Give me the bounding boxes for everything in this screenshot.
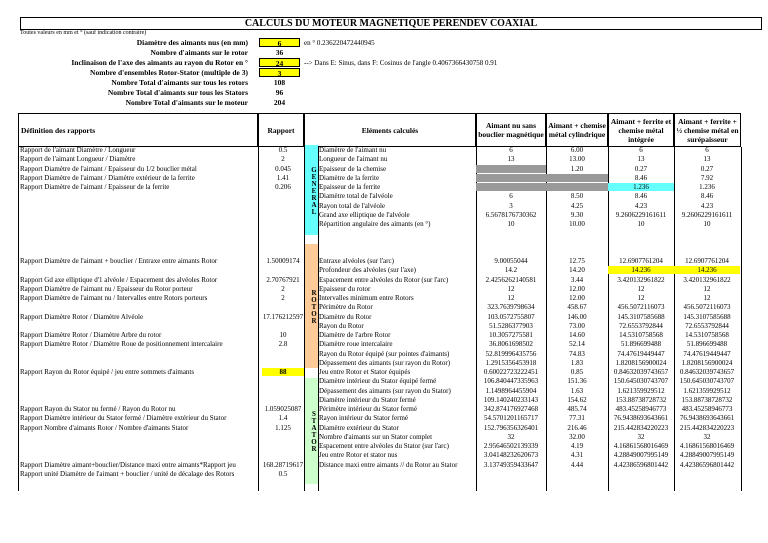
ratio-definition: Rapport Diamètre intérieur du Stator fermé / Diamètre extérieur du Stator xyxy=(20,414,227,422)
element-value-col1: 3.04148232620673 xyxy=(483,451,539,459)
input-label: Nombre d'ensembles Rotor-Stator (multiple de 3) xyxy=(90,68,248,77)
element-value-col4: 0.27 xyxy=(700,165,714,173)
input-label: Diamètre des aimants nus (en mm) xyxy=(136,38,248,47)
input-value: 36 xyxy=(275,48,284,57)
element-value-col4: 32 xyxy=(703,433,711,441)
element-value-col3: 150.645030743707 xyxy=(613,377,669,385)
ratio-definition: Rapport Diamètre Rotor / Diamètre Roue de positionnement intercalaire xyxy=(20,340,223,348)
table-row xyxy=(0,442,768,450)
element-value-col2: 12.75 xyxy=(569,257,585,265)
element-value-col2 xyxy=(546,183,608,191)
element-value-col1: 6 xyxy=(509,192,513,200)
input-label: Inclinaison de l'axe des aimants au rayon du Rotor en ° xyxy=(71,58,248,67)
table-row xyxy=(0,266,768,274)
element-value-col3: 483.45258946773 xyxy=(615,405,667,413)
element-value-col2: 0.85 xyxy=(570,368,584,376)
element-value-col4: 215.442834220223 xyxy=(679,424,735,432)
table-row xyxy=(0,359,768,367)
ratio-definition: Rapport de l'aimant Longueur / Diamètre xyxy=(20,155,136,163)
element-value-col2: 74.83 xyxy=(569,350,585,358)
table-row xyxy=(0,146,768,154)
element-value-col1: 152.796356326401 xyxy=(483,424,539,432)
element-value-col2: 4.31 xyxy=(570,451,584,459)
table-row xyxy=(0,350,768,358)
ratio-definition: Rapport Diamètre de l'aimant + bouclier / Entraxe entre aimants Rotor xyxy=(20,257,218,265)
table-row xyxy=(0,461,768,469)
element-value-col3: 12 xyxy=(637,294,645,302)
element-value-col3: 74.47619449447 xyxy=(617,350,665,358)
element-value-col4: 1.621359929512 xyxy=(683,387,731,395)
element-value-col4: 153.88738728732 xyxy=(681,396,733,404)
element-value-col2: 9.30 xyxy=(570,211,584,219)
ratio-definition: Rapport Diamètre de l'aimant / Epaisseur de la ferrite xyxy=(20,183,170,191)
element-value-col2: 458.67 xyxy=(567,303,587,311)
input-extra-info: en ° 0.236220472440945 xyxy=(304,39,375,47)
table-row xyxy=(0,174,768,182)
element-value-col4: 76.9438693643661 xyxy=(679,414,735,422)
element-value-col2: 14.20 xyxy=(569,266,585,274)
ratio-definition: Rapport Diamètre de l'aimant nu / Epaisseur du Rotor porteur xyxy=(20,285,193,293)
element-label: Espacement entre alvéoles du Rotor (sur l'arc) xyxy=(319,276,449,284)
element-value-col3: 9.2606229161611 xyxy=(615,211,667,219)
element-value-col4: 145.3107585688 xyxy=(683,313,731,321)
element-value-col2: 146.00 xyxy=(567,313,587,321)
element-value-col3: 14.236 xyxy=(608,266,674,274)
element-value-col2: 73.00 xyxy=(569,322,585,330)
page-title: CALCULS DU MOTEUR MAGNETIQUE PERENDEV COAXIAL xyxy=(20,17,762,30)
element-label: Espacement entre alvéoles du Stator (sur l'arc) xyxy=(319,442,449,450)
element-value-col1: 106.840447335963 xyxy=(483,377,539,385)
table-row xyxy=(0,387,768,395)
table-row xyxy=(0,424,768,432)
input-extra-info: --> Dans E: Sinus, dans F: Cosinus de l'angle 0.4067366430758 0.91 xyxy=(304,59,498,67)
element-value-col4: 7.92 xyxy=(700,174,714,182)
element-value-col1: 103.0572755807 xyxy=(487,313,535,321)
section-general-label: GENERAL xyxy=(310,165,318,215)
ratio-value: 2.70767921 xyxy=(266,276,300,284)
element-value-col2: 8.50 xyxy=(570,192,584,200)
element-value-col1: 323.7639798634 xyxy=(487,303,535,311)
table-row xyxy=(0,313,768,321)
table-row xyxy=(0,155,768,163)
table-row xyxy=(0,303,768,311)
element-value-col3: 13 xyxy=(637,155,645,163)
element-value-col3: 8.46 xyxy=(634,174,648,182)
element-value-col2: 154.62 xyxy=(567,396,587,404)
element-label: Grand axe elliptique de l'alvéole xyxy=(319,211,410,219)
element-value-col1: 52.819996435756 xyxy=(485,350,537,358)
element-label: Diamètre intérieur du Stator fermé xyxy=(319,396,416,404)
table-row xyxy=(0,322,768,330)
element-label: Périmètre du Rotor xyxy=(319,303,373,311)
element-value-col4: 4.42386596801442 xyxy=(679,461,735,469)
element-value-col4: 150.645030743707 xyxy=(679,377,735,385)
element-value-col3: 12 xyxy=(637,285,645,293)
header-definition: Définition des rapports xyxy=(18,113,258,147)
table-row xyxy=(0,165,768,173)
element-value-col2: 485.74 xyxy=(567,405,587,413)
input-label: Nombre d'aimants sur le rotor xyxy=(150,48,248,57)
element-label: Dépassement des aimants (sur rayon du Stator) xyxy=(319,387,451,395)
element-value-col3: 0.84632039743657 xyxy=(613,368,669,376)
element-value-col2: 1.63 xyxy=(570,387,584,395)
element-value-col4: 456.5072116073 xyxy=(683,303,731,311)
element-value-col2: 4.25 xyxy=(570,202,584,210)
element-value-col3: 145.3107585688 xyxy=(617,313,665,321)
element-label: Longueur de l'aimant nu xyxy=(319,155,388,163)
element-label: Rayon total de l'alvéole xyxy=(319,202,385,210)
element-value-col4: 51.896699488 xyxy=(686,340,728,348)
element-value-col3: 51.896699488 xyxy=(620,340,662,348)
element-value-col1: 6.5678176730362 xyxy=(485,211,537,219)
header-rapport: Rapport xyxy=(258,113,304,147)
element-value-col1 xyxy=(476,165,546,173)
element-value-col2: 3.44 xyxy=(570,276,584,284)
element-value-col1: 1.2915356453918 xyxy=(485,359,537,367)
table-row xyxy=(0,331,768,339)
element-value-col2: 32.00 xyxy=(569,433,585,441)
element-value-col3: 215.442834220223 xyxy=(613,424,669,432)
ratio-definition: Rapport Rayon du Rotor équipé / jeu entre sommets d'aimants xyxy=(20,368,195,376)
table-row xyxy=(0,405,768,413)
element-label: Diamètre de l'aimant nu xyxy=(319,146,387,154)
input-value: 108 xyxy=(273,78,286,87)
element-label: Epaisseur du rotor xyxy=(319,285,371,293)
element-value-col3: 6 xyxy=(639,146,643,154)
element-value-col1: 14.2 xyxy=(504,266,518,274)
ratio-definition: Rapport Diamètre aimant+bouclier/Distance maxi entre aimants*Rapport jeu xyxy=(20,461,236,469)
element-value-col1: 32 xyxy=(507,433,515,441)
element-value-col2: 52.14 xyxy=(569,340,585,348)
element-label: Rayon du Rotor équipé (sur pointes d'aimants) xyxy=(319,350,450,358)
element-label: Jeu entre Rotor et Stator équipés xyxy=(319,368,411,376)
element-value-col2: 216.46 xyxy=(567,424,587,432)
element-value-col1: 10 xyxy=(507,220,515,228)
element-value-col3: 8.46 xyxy=(634,192,648,200)
table-row xyxy=(0,396,768,404)
element-value-col4: 12.6907761204 xyxy=(685,257,729,265)
element-value-col2: 12.00 xyxy=(569,285,585,293)
element-value-col4: 3.420132961822 xyxy=(683,276,731,284)
element-value-col4: 1.236 xyxy=(699,183,715,191)
element-value-col4: 483.45258946773 xyxy=(681,405,733,413)
element-value-col3: 1.621359929512 xyxy=(617,387,665,395)
element-value-col4: 10 xyxy=(703,220,711,228)
input-value: 96 xyxy=(275,88,284,97)
table-row xyxy=(0,377,768,385)
ratio-definition: Rapport Gd axe elliptique d'1 alvéole / Espacement des alvéoles Rotor xyxy=(20,276,218,284)
ratio-value: 0.5 xyxy=(278,470,288,478)
element-value-col3: 0.27 xyxy=(634,165,648,173)
input-value-field[interactable]: 6 xyxy=(259,38,300,47)
element-value-col3: 76.9438693643661 xyxy=(613,414,669,422)
section-rotor-label: ROTOR xyxy=(310,288,318,324)
element-label: Distance maxi entre aimants // du Rotor au Stator xyxy=(319,461,458,469)
table-row xyxy=(0,257,768,265)
element-value-col3: 1.236 xyxy=(608,183,674,191)
ratio-value: 1.41 xyxy=(276,174,290,182)
element-value-col3: 72.6553792844 xyxy=(619,322,663,330)
table-row xyxy=(0,414,768,422)
element-value-col4: 12 xyxy=(703,294,711,302)
table-row xyxy=(0,470,768,478)
element-label: Diamètre extérieur du Stator xyxy=(319,424,399,432)
input-value: 204 xyxy=(273,98,286,107)
table-row xyxy=(0,220,768,228)
element-label: Dépassement des aimants (sur rayon du Rotor) xyxy=(319,359,451,367)
ratio-value: 10 xyxy=(279,331,287,339)
element-value-col2: 151.36 xyxy=(567,377,587,385)
element-value-col3: 153.88738728732 xyxy=(615,396,667,404)
element-label: Diamètre de la ferrite xyxy=(319,174,380,182)
element-label: Profondeur des alvéoles (sur l'axe) xyxy=(319,266,416,274)
ratio-value: 1.4 xyxy=(278,414,288,422)
ratio-value: 0.5 xyxy=(278,146,288,154)
table-row xyxy=(0,433,768,441)
table-row xyxy=(0,239,768,247)
table-row xyxy=(0,285,768,293)
element-value-col3: 4.28849007995149 xyxy=(613,451,669,459)
element-value-col4: 6 xyxy=(705,146,709,154)
element-value-col1: 3 xyxy=(509,202,513,210)
element-value-col1: 9.00055044 xyxy=(494,257,528,265)
element-value-col4: 12 xyxy=(703,285,711,293)
element-value-col4: 72.6553792844 xyxy=(685,322,729,330)
element-value-col4: 4.16861568016469 xyxy=(679,442,735,450)
table-row xyxy=(0,211,768,219)
element-value-col2: 13.00 xyxy=(569,155,585,163)
ratio-value: 2 xyxy=(281,285,285,293)
header-col-aimant-nu: Aimant nu sans bouclier magnétique xyxy=(476,113,546,147)
element-value-col2: 4.44 xyxy=(570,461,584,469)
element-value-col4: 4.28849007995149 xyxy=(679,451,735,459)
input-label: Nombre Total d'aimants sur tous les rotors xyxy=(111,78,248,87)
element-label: Rayon intérieur du Stator fermé xyxy=(319,414,409,422)
ratio-definition: Rapport Diamètre de l'aimant nu / Intervalles entre Rotors porteurs xyxy=(20,294,208,302)
element-value-col1: 3.13749359433647 xyxy=(483,461,539,469)
table-row xyxy=(0,451,768,459)
header-col-ferrite-surepaisseur: Aimant + ferrite + ½ chemise métal en surépaisseur xyxy=(674,113,741,147)
element-value-col1: 13 xyxy=(507,155,515,163)
input-value-field[interactable]: 24 xyxy=(259,58,300,67)
element-label: Entraxe alvéoles (sur l'arc) xyxy=(319,257,394,265)
header-elements: Eléments calculés xyxy=(304,113,476,147)
element-value-col2: 6.00 xyxy=(570,146,584,154)
table-row xyxy=(0,248,768,256)
element-label: Périmètre intérieur du Stator fermé xyxy=(319,405,417,413)
element-value-col3: 4.42386596801442 xyxy=(613,461,669,469)
element-value-col4: 74.47619449447 xyxy=(683,350,731,358)
table-row xyxy=(0,202,768,210)
element-value-col4: 9.2606229161611 xyxy=(681,211,733,219)
element-value-col1: 36.8061698502 xyxy=(489,340,533,348)
element-value-col2: 77.31 xyxy=(569,414,585,422)
table-row xyxy=(0,276,768,284)
element-value-col3: 456.5072116073 xyxy=(617,303,665,311)
input-value-field[interactable]: 3 xyxy=(259,68,300,77)
table-row xyxy=(0,229,768,237)
ratio-value: 0.045 xyxy=(275,165,291,173)
element-label: Diamètre du Rotor xyxy=(319,313,372,321)
ratio-definition: Rapport unité Diamètre de l'aimant + bouclier / unité de décalage des Rotors xyxy=(20,470,235,478)
ratio-definition: Rapport Rayon du Stator nu fermé / Rayon du Rotor nu xyxy=(20,405,176,413)
ratio-definition: Rapport Diamètre Rotor / Diamètre Alvéole xyxy=(20,313,144,321)
ratio-definition: Rapport Diamètre de l'aimant / Epaisseur du 1/2 bouclier métal xyxy=(20,165,197,173)
ratio-value: 0.206 xyxy=(275,183,291,191)
element-value-col2: 12.00 xyxy=(569,294,585,302)
element-value-col1: 0.60022723222451 xyxy=(483,368,539,376)
element-value-col4: 13 xyxy=(703,155,711,163)
ratio-value: 2 xyxy=(281,155,285,163)
element-value-col1: 342.874176927468 xyxy=(483,405,539,413)
element-value-col4: 1.8208156900024 xyxy=(681,359,733,367)
ratio-definition: Rapport de l'aimant Diamètre / Longueur xyxy=(20,146,136,154)
element-value-col3: 3.420132961822 xyxy=(617,276,665,284)
ratio-value: 1.50009174 xyxy=(266,257,300,265)
element-value-col1: 54.5701201165717 xyxy=(484,414,538,422)
element-value-col2: 14.60 xyxy=(569,331,585,339)
element-value-col1: 109.140240233143 xyxy=(483,396,539,404)
ratio-value: 1.059025087 xyxy=(264,405,302,413)
element-value-col1: 12 xyxy=(507,294,515,302)
element-value-col1: 51.5286377903 xyxy=(489,322,533,330)
ratio-definition: Rapport Diamètre Rotor / Diamètre Arbre du rotor xyxy=(20,331,162,339)
element-value-col2: 1.83 xyxy=(570,359,584,367)
element-value-col3: 10 xyxy=(637,220,645,228)
element-label: Diamètre roue intercalaire xyxy=(319,340,393,348)
table-row xyxy=(0,192,768,200)
ratio-definition: Rapport Diamètre de l'aimant / Diamètre extérieur de la ferrite xyxy=(20,174,195,182)
table-row xyxy=(0,183,768,191)
ratio-value: 1.125 xyxy=(275,424,291,432)
element-value-col3: 4.16861568016469 xyxy=(613,442,669,450)
table-row xyxy=(0,340,768,348)
element-value-col2: 10.00 xyxy=(569,220,585,228)
element-value-col1: 1.1498964455904 xyxy=(485,387,537,395)
element-value-col4: 8.46 xyxy=(700,192,714,200)
units-note: Toutes valeurs en mm et ° (sauf indication contraire) xyxy=(20,30,147,36)
element-value-col4: 14.5310758568 xyxy=(685,331,729,339)
element-value-col1: 10.3057275581 xyxy=(489,331,533,339)
section-stator-label: STATOR xyxy=(310,410,318,452)
ratio-value: 168.28719617 xyxy=(262,461,304,469)
element-value-col2: 1.20 xyxy=(570,165,584,173)
element-value-col1: 2.95646502139339 xyxy=(483,442,539,450)
ratio-definition: Rapport Nombre d'aimants Rotor / Nombre d'aimants Stator xyxy=(20,424,189,432)
table-row xyxy=(0,294,768,302)
element-value-col3: 1.8208156900024 xyxy=(615,359,667,367)
ratio-value[interactable]: 88 xyxy=(262,368,304,376)
element-value-col3: 32 xyxy=(637,433,645,441)
element-label: Epaisseur de la chemise xyxy=(319,165,387,173)
ratio-value: 2.8 xyxy=(278,340,288,348)
element-label: Epaisseur de la ferrite xyxy=(319,183,381,191)
table-row xyxy=(0,368,768,376)
element-label: Diamètre total de l'alvéole xyxy=(319,192,393,200)
element-value-col4: 4.23 xyxy=(700,202,714,210)
element-value-col4: 0.84632039743657 xyxy=(679,368,735,376)
element-value-col4: 14.236 xyxy=(674,266,740,274)
ratio-value: 17.176212597 xyxy=(262,313,304,321)
ratio-value: 2 xyxy=(281,294,285,302)
element-value-col1 xyxy=(476,183,546,191)
element-label: Jeu entre Rotor et stator nus xyxy=(319,451,398,459)
element-value-col1: 6 xyxy=(509,146,513,154)
element-value-col1: 12 xyxy=(507,285,515,293)
element-label: Diamètre de l'arbre Rotor xyxy=(319,331,391,339)
element-value-col3: 12.6907761204 xyxy=(619,257,663,265)
element-value-col1: 2.4256262140581 xyxy=(485,276,537,284)
element-label: Répartition angulaire des aimants (en °) xyxy=(319,220,431,228)
element-label: Diamètre intérieur du Stator équipé fermé xyxy=(319,377,437,385)
header-col-chemise: Aimant + chemise métal cylindrique xyxy=(546,113,608,147)
element-value-col3: 4.23 xyxy=(634,202,648,210)
element-label: Intervalles minimum entre Rotors xyxy=(319,294,414,302)
element-value-col1 xyxy=(476,174,546,182)
header-col-ferrite-integree: Aimant + ferrite et chemise métal intégrée xyxy=(608,113,674,147)
element-value-col3: 14.5310758568 xyxy=(619,331,663,339)
element-value-col2: 4.19 xyxy=(570,442,584,450)
element-value-col2 xyxy=(546,174,608,182)
element-label: Nombre d'aimants sur un Stator complet xyxy=(319,433,433,441)
input-label: Nombre Total d'aimants sur tous les Stators xyxy=(107,88,248,97)
input-label: Nombre Total d'aimants sur le moteur xyxy=(125,98,248,107)
element-label: Rayon du Rotor xyxy=(319,322,364,330)
